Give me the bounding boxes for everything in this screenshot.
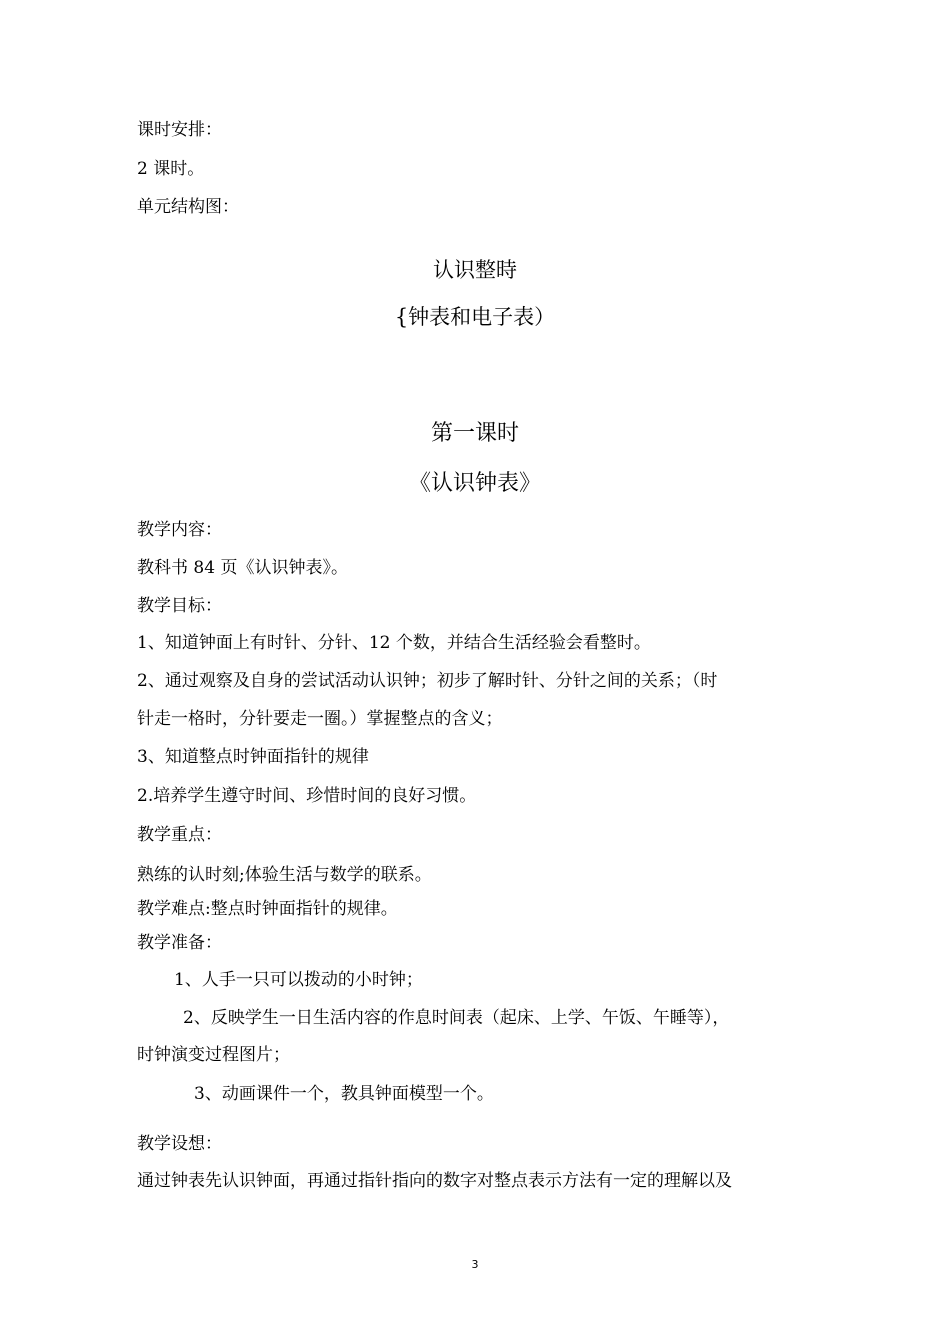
prep-1: 1、人手一只可以拨动的小时钟； [174,970,423,990]
key-value: 熟练的认时刻;体验生活与数学的联系。 [137,865,432,885]
goal-2-line1: 2、通过观察及自身的尝试活动认识钟；初步了解时针、分针之间的关系；（时 [137,671,718,691]
difficulty: 教学难点:整点时钟面指针的规律。 [137,899,398,919]
idea-line1: 通过钟表先认识钟面，再通过指针指向的数字对整点表示方法有一定的理解以及 [137,1171,732,1191]
goal-4: 2.培养学生遵守时间、珍惜时间的良好习惯。 [137,786,477,806]
lesson-number: 第一课时 [430,421,519,446]
schedule-value: 2 课时。 [137,159,205,179]
prep-label: 教学准备： [137,933,222,953]
prep-3: 3、动画课件一个，教具钟面模型一个。 [194,1084,494,1104]
schedule-label: 课时安排： [137,120,222,140]
goals-label: 教学目标： [137,596,222,616]
unit-subtitle: {钟表和电子表） [394,305,556,329]
goal-2-line2: 针走一格时，分针要走一圈。）掌握整点的含义； [137,709,503,729]
content-label: 教学内容： [137,520,222,540]
page-number: 3 [471,1258,479,1271]
structure-label: 单元结构图： [137,197,239,217]
idea-label: 教学设想： [137,1134,222,1154]
content-value: 教科书 84 页《认识钟表》。 [137,558,348,578]
prep-2-line1: 2、反映学生一日生活内容的作息时间表（起床、上学、午饭、午睡等）， [183,1008,730,1028]
goal-3: 3、知道整点时钟面指针的规律 [137,747,369,767]
key-label: 教学重点： [137,825,222,845]
goal-1: 1、知道钟面上有时针、分针、12 个数，并结合生活经验会看整时。 [137,633,651,653]
unit-title: 认识整時 [433,258,517,282]
prep-2-line2: 时钟演变过程图片； [137,1045,290,1065]
lesson-title: 《认识钟表》 [408,471,541,496]
